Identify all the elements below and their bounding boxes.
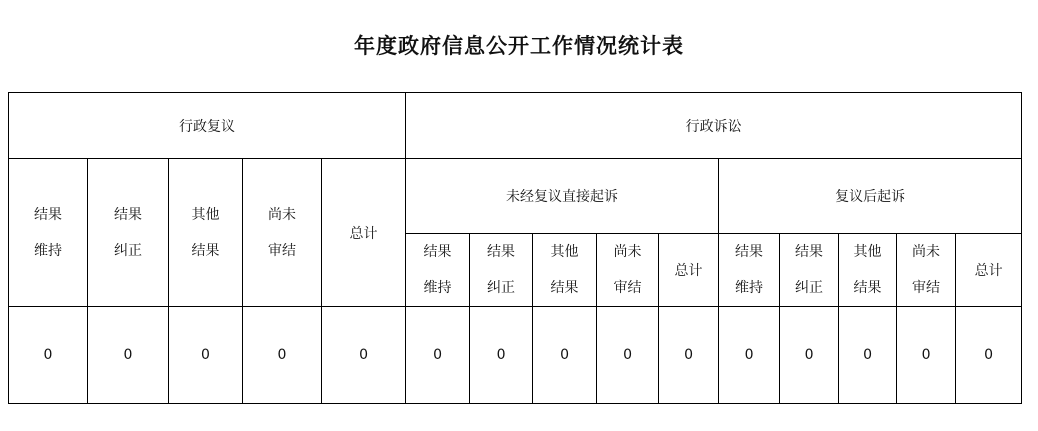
direct-col-corrected: 结果 纠正 (470, 234, 533, 307)
after-review-col-total: 总计 (956, 234, 1022, 307)
after-review-corrected-value: 0 (780, 307, 839, 404)
review-col-other: 其他 结果 (169, 159, 243, 307)
review-pending-value: 0 (243, 307, 322, 404)
direct-litigation-header: 未经复议直接起诉 (406, 159, 719, 234)
after-review-litigation-header: 复议后起诉 (719, 159, 1022, 234)
direct-corrected-value: 0 (470, 307, 533, 404)
review-upheld-value: 0 (9, 307, 88, 404)
after-review-col-pending: 尚未 审结 (897, 234, 956, 307)
review-col-total: 总计 (322, 159, 406, 307)
review-other-value: 0 (169, 307, 243, 404)
review-total-value: 0 (322, 307, 406, 404)
direct-col-pending: 尚未 审结 (597, 234, 659, 307)
admin-litigation-header: 行政诉讼 (406, 93, 1022, 159)
after-review-col-upheld: 结果 维持 (719, 234, 780, 307)
direct-other-value: 0 (533, 307, 597, 404)
direct-col-total: 总计 (659, 234, 719, 307)
table-row (9, 307, 1022, 404)
after-review-total-value: 0 (956, 307, 1022, 404)
after-review-col-other: 其他 结果 (839, 234, 897, 307)
direct-pending-value: 0 (597, 307, 659, 404)
direct-upheld-value: 0 (406, 307, 470, 404)
after-review-other-value: 0 (839, 307, 897, 404)
after-review-col-corrected: 结果 纠正 (780, 234, 839, 307)
after-review-upheld-value: 0 (719, 307, 780, 404)
review-corrected-value: 0 (88, 307, 169, 404)
statistics-table (8, 92, 1022, 404)
review-col-corrected: 结果 纠正 (88, 159, 169, 307)
review-col-pending: 尚未 审结 (243, 159, 322, 307)
direct-total-value: 0 (659, 307, 719, 404)
review-col-upheld: 结果 维持 (9, 159, 88, 307)
direct-col-upheld: 结果 维持 (406, 234, 470, 307)
after-review-pending-value: 0 (897, 307, 956, 404)
admin-review-header: 行政复议 (9, 93, 406, 159)
direct-col-other: 其他 结果 (533, 234, 597, 307)
page-title: 年度政府信息公开工作情况统计表 (354, 33, 684, 58)
